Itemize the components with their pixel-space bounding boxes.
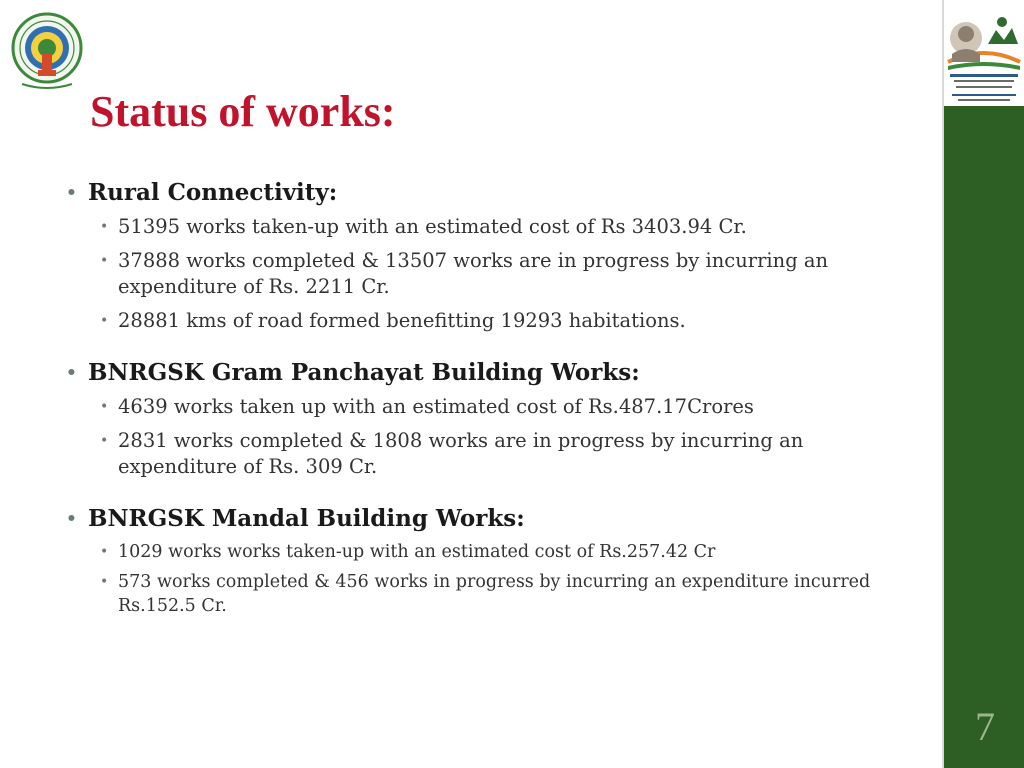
sub-list (66, 540, 926, 618)
sub-list (66, 394, 926, 480)
list-item: • 1029 works works taken-up with an estimated cost of Rs.257.42 Cr (100, 542, 716, 562)
section-heading (66, 356, 926, 390)
bullet-icon: • (100, 433, 109, 449)
section-heading-text: BNRGSK Gram Panchayat Building Works: (88, 359, 640, 386)
bullet-icon: • (100, 253, 109, 269)
list-item: • 28881 kms of road formed benefitting 19293 habitations. (100, 309, 686, 332)
state-emblem-icon (8, 10, 86, 96)
bullet-icon: • (100, 544, 109, 560)
slide-title: Status of works: (90, 87, 396, 136)
bullet-icon: • (100, 219, 109, 235)
section-heading (66, 502, 926, 536)
bullet-icon: • (100, 399, 109, 415)
list-item: • 4639 works taken up with an estimated cost of Rs.487.17Crores (100, 395, 754, 418)
page-number: 7 (975, 704, 995, 749)
section-heading (66, 176, 926, 210)
list-item: • 2831 works completed & 1808 works are in progress by incurring an expenditure of Rs. 309 Cr. (100, 429, 804, 478)
bullet-icon: • (66, 509, 77, 529)
mgnrega-logo-icon (944, 0, 1024, 106)
list-item: • 37888 works completed & 13507 works are in progress by incurring an expenditure of Rs. 2211 Cr. (100, 249, 829, 298)
section-mandal-building-works (66, 502, 926, 618)
bullet-icon: • (100, 313, 109, 329)
section-rural-connectivity (66, 176, 926, 334)
bullet-icon: • (66, 363, 77, 383)
bullet-icon: • (100, 574, 109, 590)
bullet-icon: • (66, 183, 77, 203)
list-item: • 51395 works taken-up with an estimated cost of Rs 3403.94 Cr. (100, 215, 747, 238)
sidebar (942, 0, 1024, 768)
section-gp-building-works (66, 356, 926, 480)
slide-content (66, 176, 926, 640)
section-heading-text: BNRGSK Mandal Building Works: (88, 505, 525, 532)
list-item: • 573 works completed & 456 works in progress by incurring an expenditure incurred Rs.152.5 Cr. (100, 572, 871, 616)
sub-list (66, 214, 926, 334)
section-heading-text: Rural Connectivity: (88, 179, 338, 206)
